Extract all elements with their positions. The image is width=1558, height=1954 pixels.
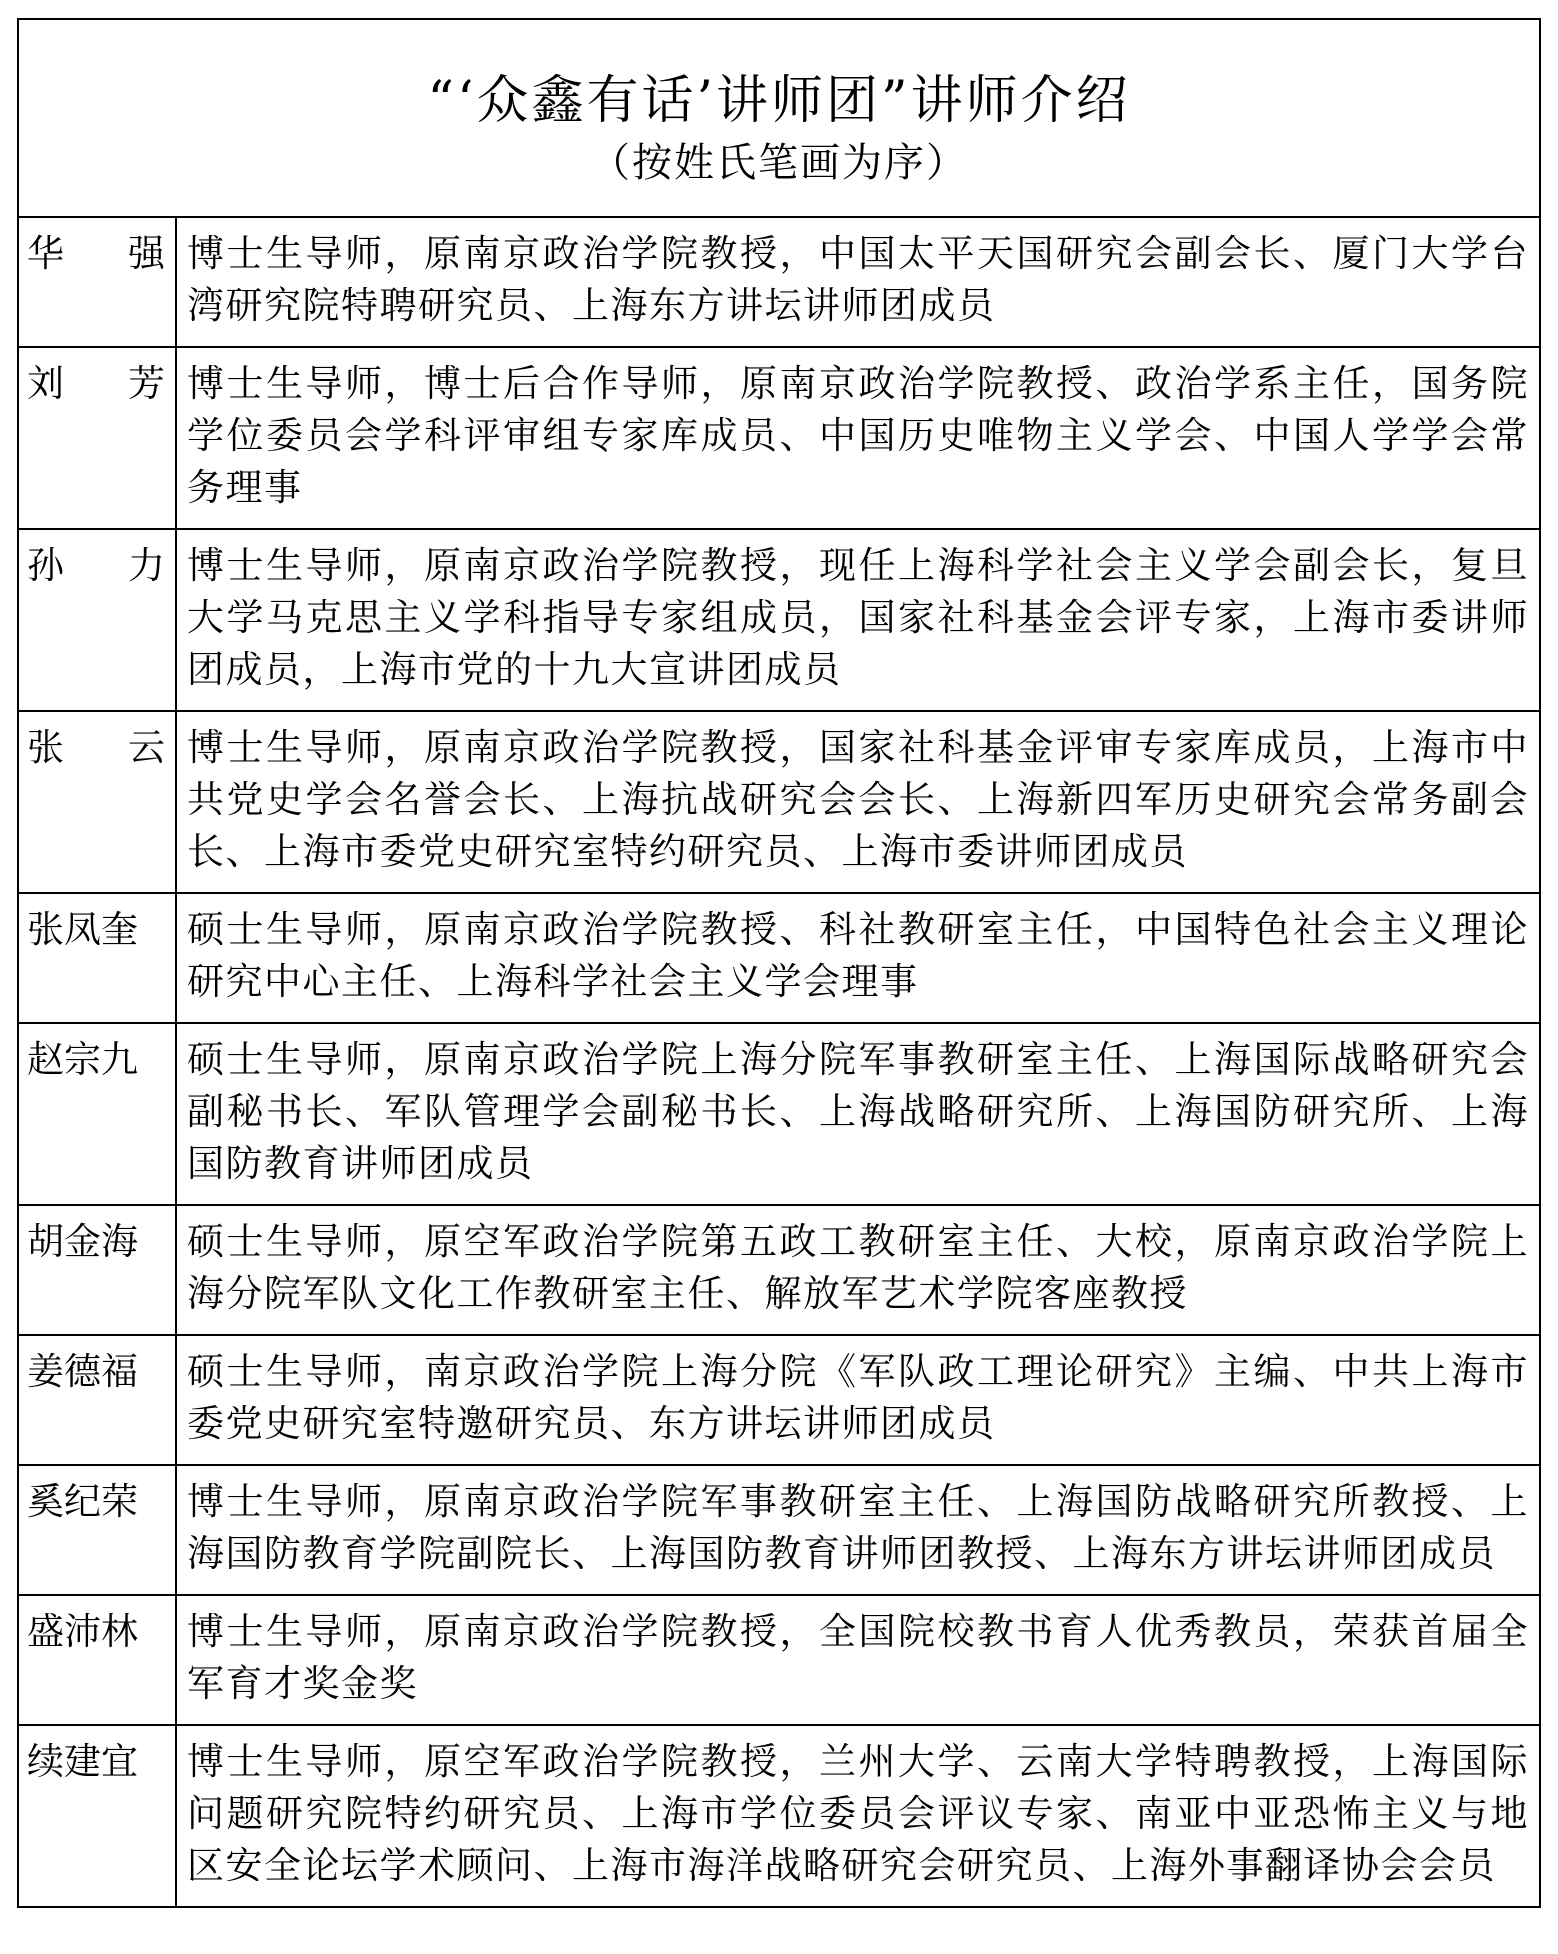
- lecturer-name-cell: [18, 1205, 176, 1335]
- lecturer-name-char: 刘: [27, 362, 64, 405]
- lecturer-name: 盛沛林: [27, 1610, 138, 1653]
- lecturer-name-cell: [18, 1465, 176, 1595]
- lecturer-name-char: 强: [128, 232, 165, 275]
- lecturer-name-char: 云: [128, 726, 165, 769]
- table-row: [18, 1725, 1540, 1907]
- lecturer-description: 硕士生导师，原南京政治学院上海分院军事教研室主任、上海国际战略研究会副秘书长、军队管理学会副秘书长、上海战略研究所、上海国防研究所、上海国防教育讲师团成员: [176, 1023, 1540, 1205]
- table-row: [18, 893, 1540, 1023]
- lecturer-name: [27, 722, 165, 774]
- lecturer-name-cell: [18, 217, 176, 347]
- table-row: [18, 711, 1540, 893]
- lecturer-name-char: 华: [27, 232, 64, 275]
- lecturer-description: 硕士生导师，原空军政治学院第五政工教研室主任、大校，原南京政治学院上海分院军队文化工作教研室主任、解放军艺术学院客座教授: [176, 1205, 1540, 1335]
- table-row: [18, 529, 1540, 711]
- lecturer-description: 博士生导师，博士后合作导师，原南京政治学院教授、政治学系主任，国务院学位委员会学科评审组专家库成员、中国历史唯物主义学会、中国人学学会常务理事: [176, 347, 1540, 529]
- lecturer-description: 博士生导师，原南京政治学院教授，国家社科基金评审专家库成员，上海市中共党史学会名誉会长、上海抗战研究会会长、上海新四军历史研究会常务副会长、上海市委党史研究室特约研究员、上海市委讲师团成员: [176, 711, 1540, 893]
- table-row: [18, 347, 1540, 529]
- lecturer-name-cell: [18, 347, 176, 529]
- lecturer-name-cell: [18, 1023, 176, 1205]
- document-title: “‘众鑫有话’讲师团”讲师介绍: [427, 71, 1131, 131]
- lecturer-name: [27, 540, 165, 592]
- lecturer-table: [17, 18, 1541, 1908]
- lecturer-description: 硕士生导师，南京政治学院上海分院《军队政工理论研究》主编、中共上海市委党史研究室特邀研究员、东方讲坛讲师团成员: [176, 1335, 1540, 1465]
- lecturer-name-cell: [18, 529, 176, 711]
- header-cell: [18, 19, 1540, 217]
- lecturer-name-cell: [18, 1595, 176, 1725]
- table-row: [18, 1335, 1540, 1465]
- document-subtitle: （按姓氏笔画为序）: [590, 140, 968, 186]
- lecturer-name: 续建宜: [27, 1740, 138, 1783]
- lecturer-name: 张凤奎: [27, 908, 138, 951]
- lecturer-name: 赵宗九: [27, 1038, 138, 1081]
- lecturer-name-cell: [18, 711, 176, 893]
- header-row: [18, 19, 1540, 217]
- table-row: [18, 1595, 1540, 1725]
- lecturer-description: 博士生导师，原南京政治学院教授，现任上海科学社会主义学会副会长，复旦大学马克思主义学科指导专家组成员，国家社科基金会评专家，上海市委讲师团成员，上海市党的十九大宣讲团成员: [176, 529, 1540, 711]
- lecturer-name: 姜德福: [27, 1350, 138, 1393]
- lecturer-name: 胡金海: [27, 1220, 138, 1263]
- lecturer-description: 硕士生导师，原南京政治学院教授、科社教研室主任，中国特色社会主义理论研究中心主任、上海科学社会主义学会理事: [176, 893, 1540, 1023]
- lecturer-name-cell: [18, 893, 176, 1023]
- table-row: [18, 1465, 1540, 1595]
- lecturer-description: 博士生导师，原南京政治学院教授，中国太平天国研究会副会长、厦门大学台湾研究院特聘研究员、上海东方讲坛讲师团成员: [176, 217, 1540, 347]
- lecturer-name-cell: [18, 1335, 176, 1465]
- lecturer-name-cell: [18, 1725, 176, 1907]
- table-row: [18, 1023, 1540, 1205]
- table-row: [18, 1205, 1540, 1335]
- lecturer-name: 奚纪荣: [27, 1480, 138, 1523]
- lecturer-name-char: 孙: [27, 544, 64, 587]
- lecturer-name-char: 张: [27, 726, 64, 769]
- lecturer-name-char: 力: [128, 544, 165, 587]
- table-row: [18, 217, 1540, 347]
- lecturer-description: 博士生导师，原南京政治学院教授，全国院校教书育人优秀教员，荣获首届全军育才奖金奖: [176, 1595, 1540, 1725]
- lecturer-name-char: 芳: [128, 362, 165, 405]
- lecturer-name: [27, 358, 165, 410]
- lecturer-description: 博士生导师，原南京政治学院军事教研室主任、上海国防战略研究所教授、上海国防教育学院副院长、上海国防教育讲师团教授、上海东方讲坛讲师团成员: [176, 1465, 1540, 1595]
- lecturer-name: [27, 228, 165, 280]
- lecturer-description: 博士生导师，原空军政治学院教授，兰州大学、云南大学特聘教授，上海国际问题研究院特约研究员、上海市学位委员会评议专家、南亚中亚恐怖主义与地区安全论坛学术顾问、上海市海洋战略研究会研究员、上海外事翻译协会会员: [176, 1725, 1540, 1907]
